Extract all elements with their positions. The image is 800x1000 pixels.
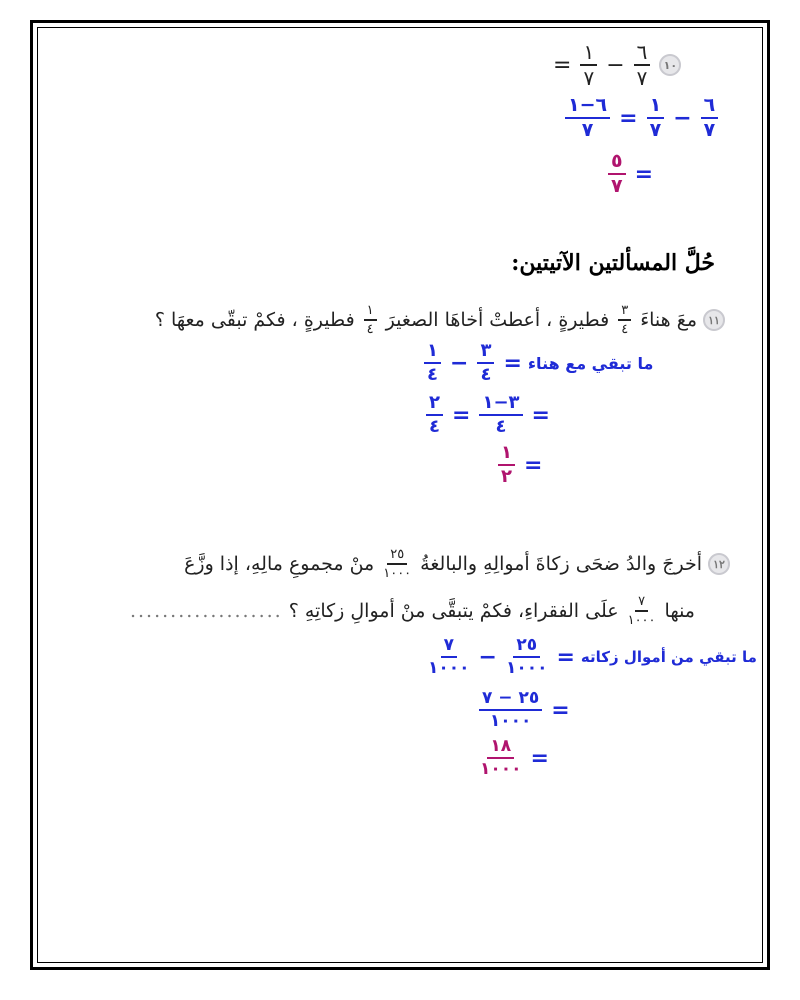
fraction: $\frac{٢٥}{١٠٠٠}$ <box>505 635 548 678</box>
fraction: $\frac{٢٥}{١٠٠٠}$ <box>383 547 412 581</box>
equals-sign: = <box>553 52 572 78</box>
minus-sign: − <box>606 52 625 78</box>
fraction: $\frac{٧}{١٠٠٠}$ <box>428 635 470 678</box>
fraction: $\frac{٦}{٧}$ <box>631 42 654 88</box>
fraction: $\frac{١}{٧}$ <box>644 96 668 140</box>
fraction: $\frac{٢٥ - ٧}{١٠٠٠}$ <box>476 690 545 730</box>
problem-10-step-1: $\frac{٦-١}{٧}$ = $\frac{١}{٧}$ − $\frac{٦}{٧}$ <box>562 96 721 140</box>
fraction: $\frac{٣-١}{٤}$ <box>476 394 525 436</box>
problem-12-step-3: $\frac{١٨}{١٠٠٠}$ = <box>477 738 549 778</box>
fraction: $\frac{٣}{٤}$ <box>615 304 634 336</box>
fraction-result: $\frac{١٨}{١٠٠٠}$ <box>480 736 522 779</box>
fraction: $\frac{١}{٤}$ <box>361 304 380 336</box>
problem-12-question-line-2: منها $\frac{٧}{١٠٠٠}$ علَى الفقراءِ، فكمْ يتبقَّى منْ أموالِ زكاتِهِ ؟ ................... <box>129 594 695 628</box>
fraction: $\frac{٢}{٤}$ <box>423 394 446 436</box>
question-number-badge: ١١ <box>703 309 725 331</box>
fraction: $\frac{١}{٧}$ <box>577 42 600 88</box>
problem-11-step-3: $\frac{١}{٢}$ = <box>495 444 542 486</box>
fraction: $\frac{١}{٤}$ <box>421 342 444 384</box>
question-number-badge: ١٢ <box>708 553 730 575</box>
fraction: $\frac{٧}{١٠٠٠}$ <box>627 594 656 628</box>
problem-11-step-1: $\frac{١}{٤}$ − $\frac{٣}{٤}$ = ما تبقي مع هناء <box>421 342 653 384</box>
problem-10-given <box>553 42 681 88</box>
fraction: $\frac{٦}{٧}$ <box>698 96 722 140</box>
fraction: $\frac{٦-١}{٧}$ <box>562 96 613 140</box>
problem-12-step-1: $\frac{٧}{١٠٠٠}$ − $\frac{٢٥}{١٠٠٠}$ = ما تبقي من أموال زكاته <box>425 637 757 677</box>
answer-blank-dots: ................... <box>129 600 283 622</box>
fraction-result: $\frac{١}{٢}$ <box>495 444 518 486</box>
problem-12-step-2: $\frac{٢٥ - ٧}{١٠٠٠}$ = <box>476 690 570 730</box>
problem-12-question-line-1: ١٢ أخرجَ والدُ ضحَى زكاةَ أموالِهِ والبالغةُ $\frac{٢٥}{١٠٠٠}$ منْ مجموعِ مالِهِ، إذا وزَّعَ <box>184 548 730 580</box>
page-border-inner <box>37 27 763 963</box>
problem-11-step-2: $\frac{٢}{٤}$ = $\frac{٣-١}{٤}$ = <box>423 394 550 436</box>
answer-label: ما تبقي من أموال زكاته <box>580 648 757 666</box>
fraction-result: $\frac{٥}{٧}$ <box>605 152 629 196</box>
problem-10-step-2: $\frac{٥}{٧}$ = <box>605 152 653 196</box>
fraction: $\frac{٣}{٤}$ <box>474 342 497 384</box>
problem-11-question: ١١ معَ هناءَ $\frac{٣}{٤}$ فطيرةٍ ، أعطتْ أخاهَا الصغيرَ $\frac{١}{٤}$ فطيرةٍ ، فكمْ تبقّى معهَا ؟ <box>155 304 725 336</box>
answer-label: ما تبقي مع هناء <box>527 353 654 373</box>
section-heading: حُلَّ المسألتين الآتيتين: <box>511 250 715 276</box>
question-number-badge: ١٠ <box>659 54 681 76</box>
